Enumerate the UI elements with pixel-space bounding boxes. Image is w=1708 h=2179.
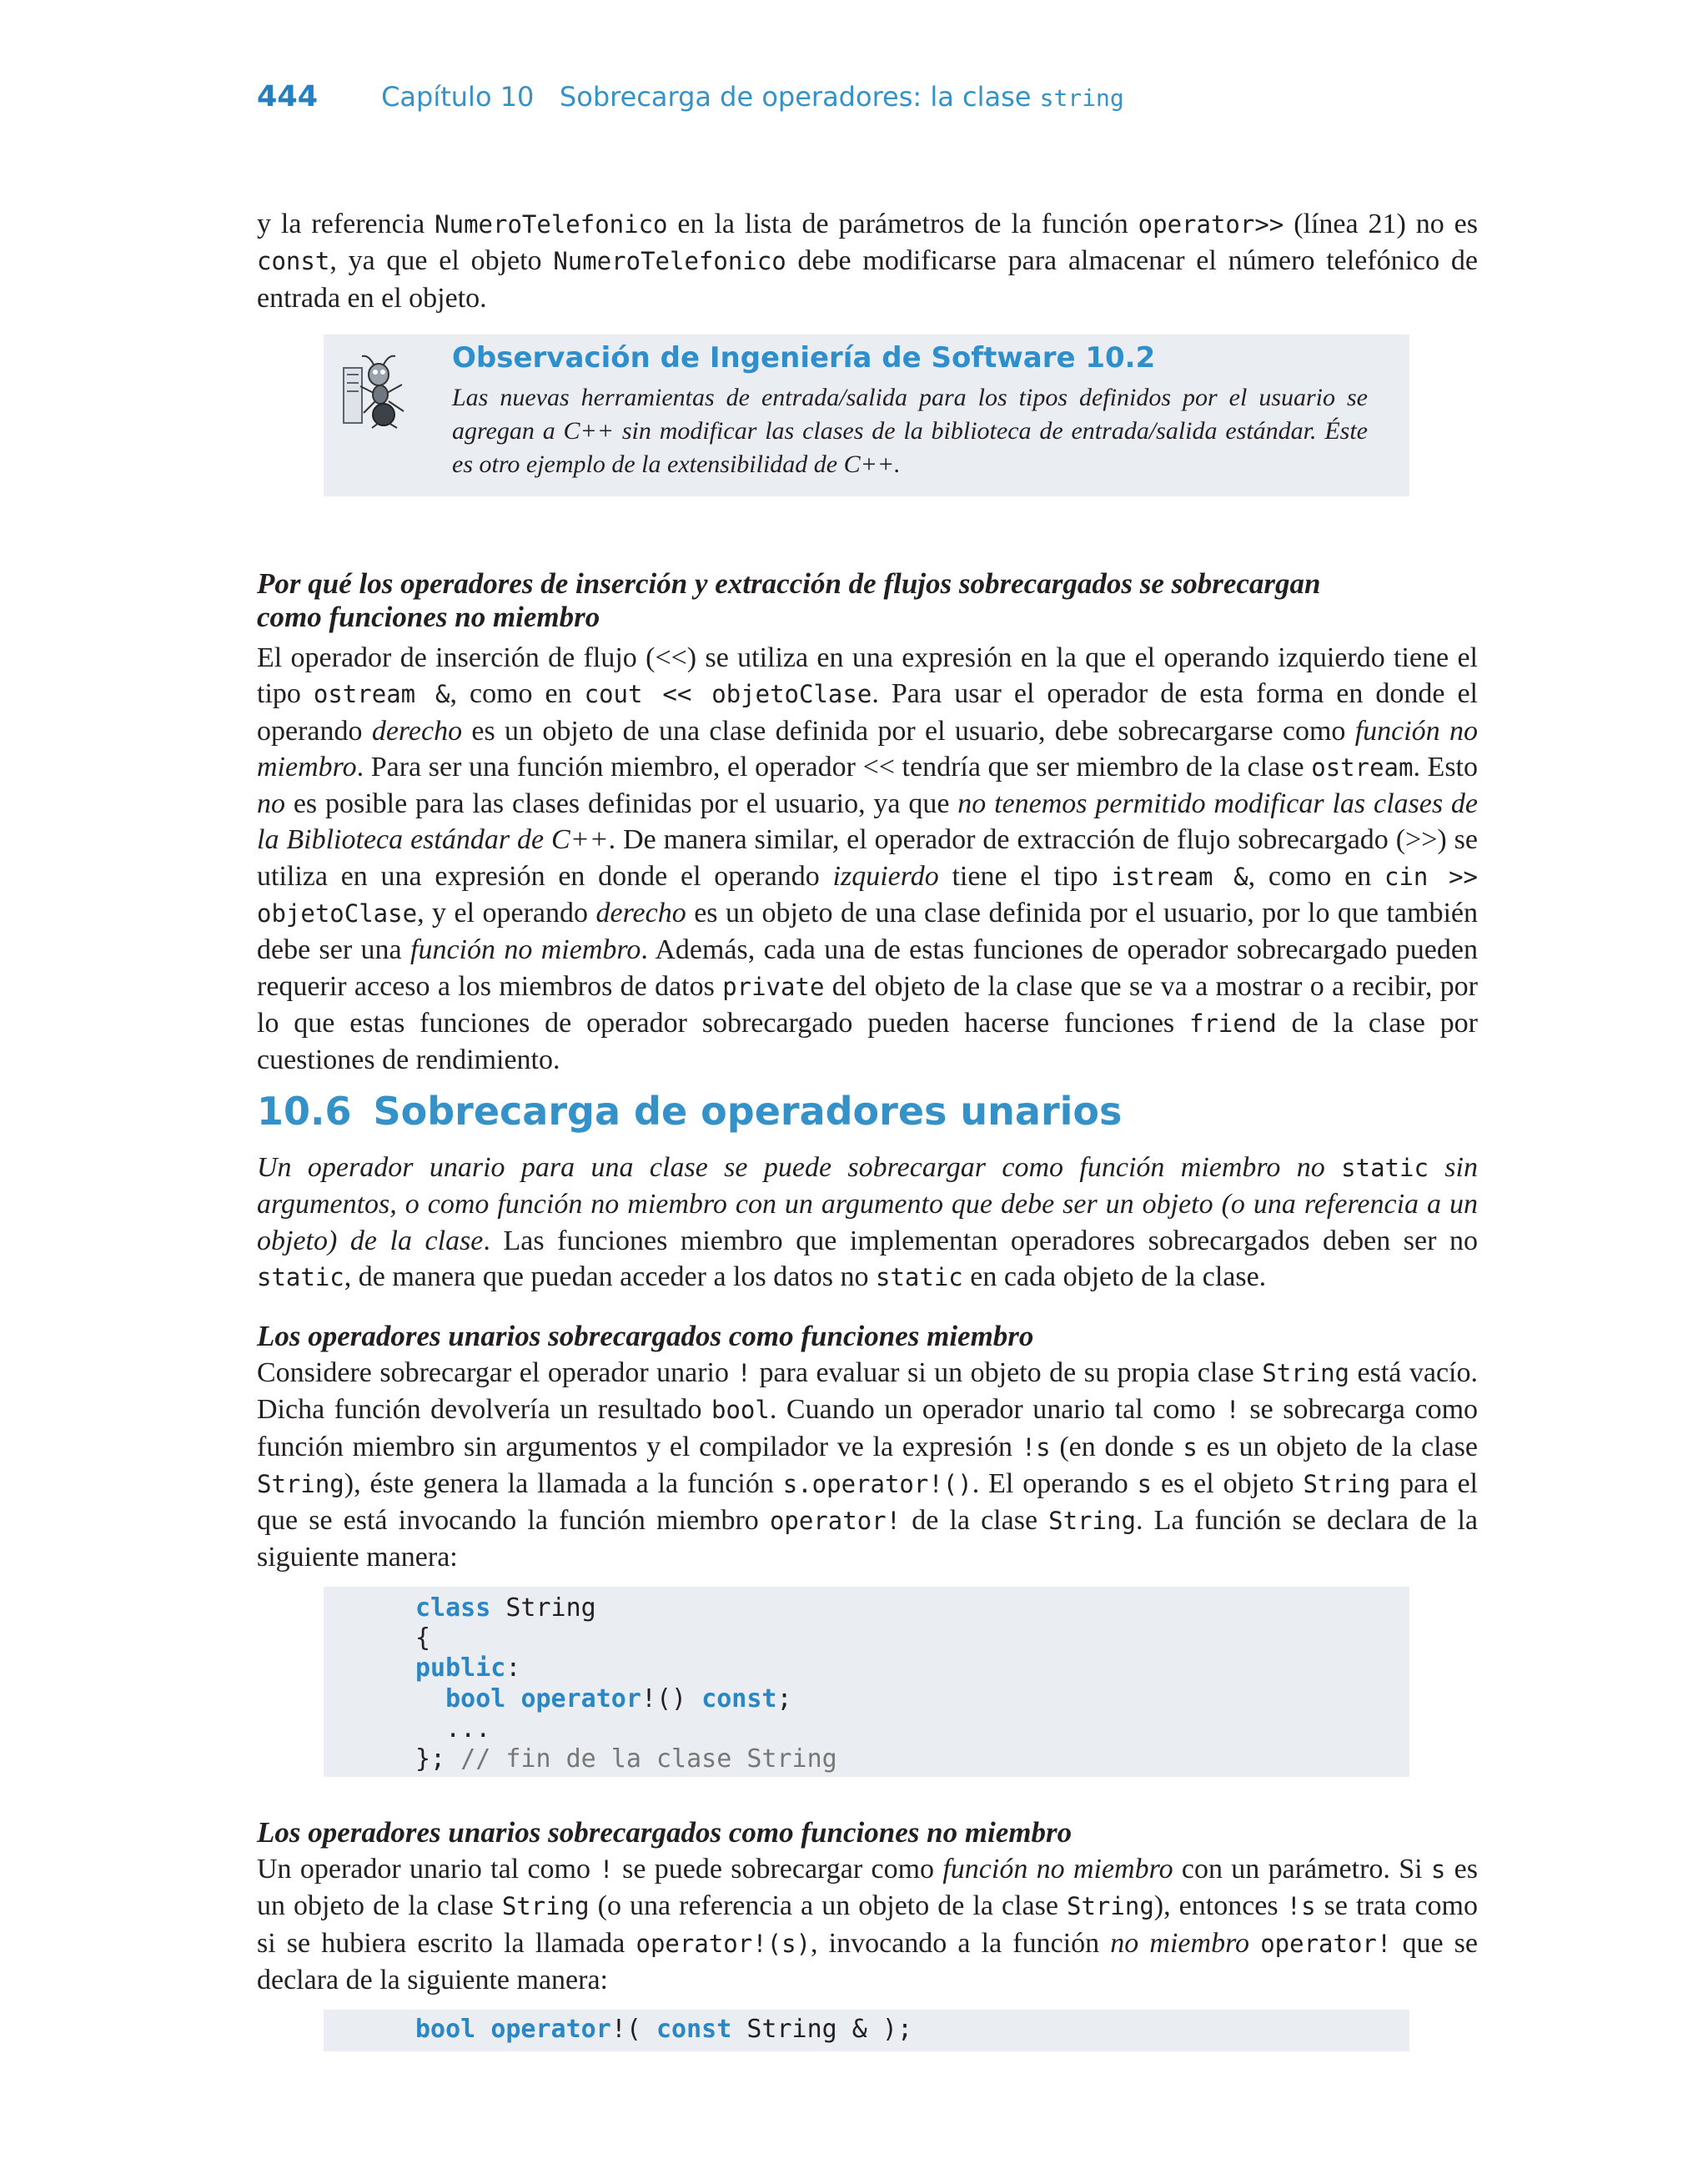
- nonmember-functions-paragraph: Un operador unario tal como ! se puede sobrecargar como función no miembro con un parámetro. Si s es un objeto de la clase String (o una referencia a un objeto de la clase String), entonces !s se trata como si se hubiera escrito la llamada operator!(s), invocando a la función no miembro operator! que se declara de la siguiente manera:: [257, 1854, 1478, 1995]
- stream-operators-paragraph: El operador de inserción de flujo (<<) se utiliza en una expresión en la que el operando izquierdo tiene el tipo ostream &, como en cout << objetoClase. Para usar el operador de esta forma en donde el operando derecho es un objeto de una clase definida por el usuario, debe sobrecargarse como función no miembro. Para ser una función miembro, el operador << tendría que ser miembro de la clase ostream. Esto no es posible para las clases definidas por el usuario, ya que no tenemos permitido modificar las clases de la Biblioteca estándar de C++. De manera similar, el operador de extracción de flujo sobrecargado (>>) se utiliza en una expresión en donde el operando izquierdo tiene el tipo istream &, como en cin >> objetoClase, y el operando derecho es un objeto de una clase definida por el usuario, por lo que también debe ser una función no miembro. Además, cada una de estas funciones de operador sobrecargado pueden requerir acceso a los miembros de datos private del objeto de la clase que se va a mostrar o a recibir, por lo que estas funciones de operador sobrecargado pueden hacerse funciones friend de la clase por cuestiones de rendimiento.: [257, 642, 1479, 1076]
- subheading-member-functions: Los operadores unarios sobrecargados como funciones miembro: [257, 1320, 1034, 1352]
- ant-software-engineering-icon: [340, 353, 409, 430]
- intro-paragraph: y la referencia NumeroTelefonico en la lista de parámetros de la función operator>> (línea 21) no es const, ya que el objeto NumeroTelefonico debe modificarse para almacenar el número telefónico de entrada en el objeto.: [257, 209, 1479, 314]
- subheading-nonmember-functions: Los operadores unarios sobrecargados como funciones no miembro: [257, 1816, 1073, 1849]
- code-listing: class String { public: bool operator!() const; ... }; // fin de la clase String: [415, 1593, 837, 1774]
- section-heading: 10.6 Sobrecarga de operadores unarios: [257, 1089, 1123, 1134]
- running-header: [257, 80, 1124, 118]
- unary-intro-paragraph: Un operador unario para una clase se puede sobrecargar como función miembro no static sin argumentos, o como función no miembro con un argumento que debe ser un objeto (o una referencia a un objeto) de la clase. Las funciones miembro que implementan operadores sobrecargados deben ser no static, de manera que puedan acceder a los datos no static en cada objeto de la clase.: [257, 1152, 1479, 1292]
- page-number: 444: [257, 80, 319, 113]
- note-body: Las nuevas herramientas de entrada/salida para los tipos definidos por el usuario se agregan a C++ sin modificar las clases de la biblioteca de entrada/salida estándar. Éste es otro ejemplo de la extensibilidad de C++.: [452, 384, 1368, 478]
- note-title: Observación de Ingeniería de Software 10.2: [452, 341, 1156, 375]
- software-engineering-note: [324, 335, 1409, 496]
- member-functions-paragraph: Considere sobrecargar el operador unario ! para evaluar si un objeto de su propia clase String está vacío. Dicha función devolvería un resultado bool. Cuando un operador unario tal como ! se sobrecarga como función miembro sin argumentos y el compilador ve la expresión !s (en donde s es un objeto de la clase String), éste genera la llamada a la función s.operator!(). El operando s es el objeto String para el que se está invocando la función miembro operator! de la clase String. La función se declara de la siguiente manera:: [257, 1357, 1479, 1573]
- code-block-class-string: [324, 1587, 1409, 1777]
- code-block-nonmember-decl: [324, 2010, 1409, 2051]
- code-declaration: bool operator!( const String & );: [415, 2015, 913, 2044]
- chapter-title: Capítulo 10 Sobrecarga de operadores: la clase string: [381, 81, 1124, 113]
- subheading-stream-operators: Por qué los operadores de inserción y extracción de flujos sobrecargados se sobrecargan como funciones no miembro: [257, 567, 1321, 633]
